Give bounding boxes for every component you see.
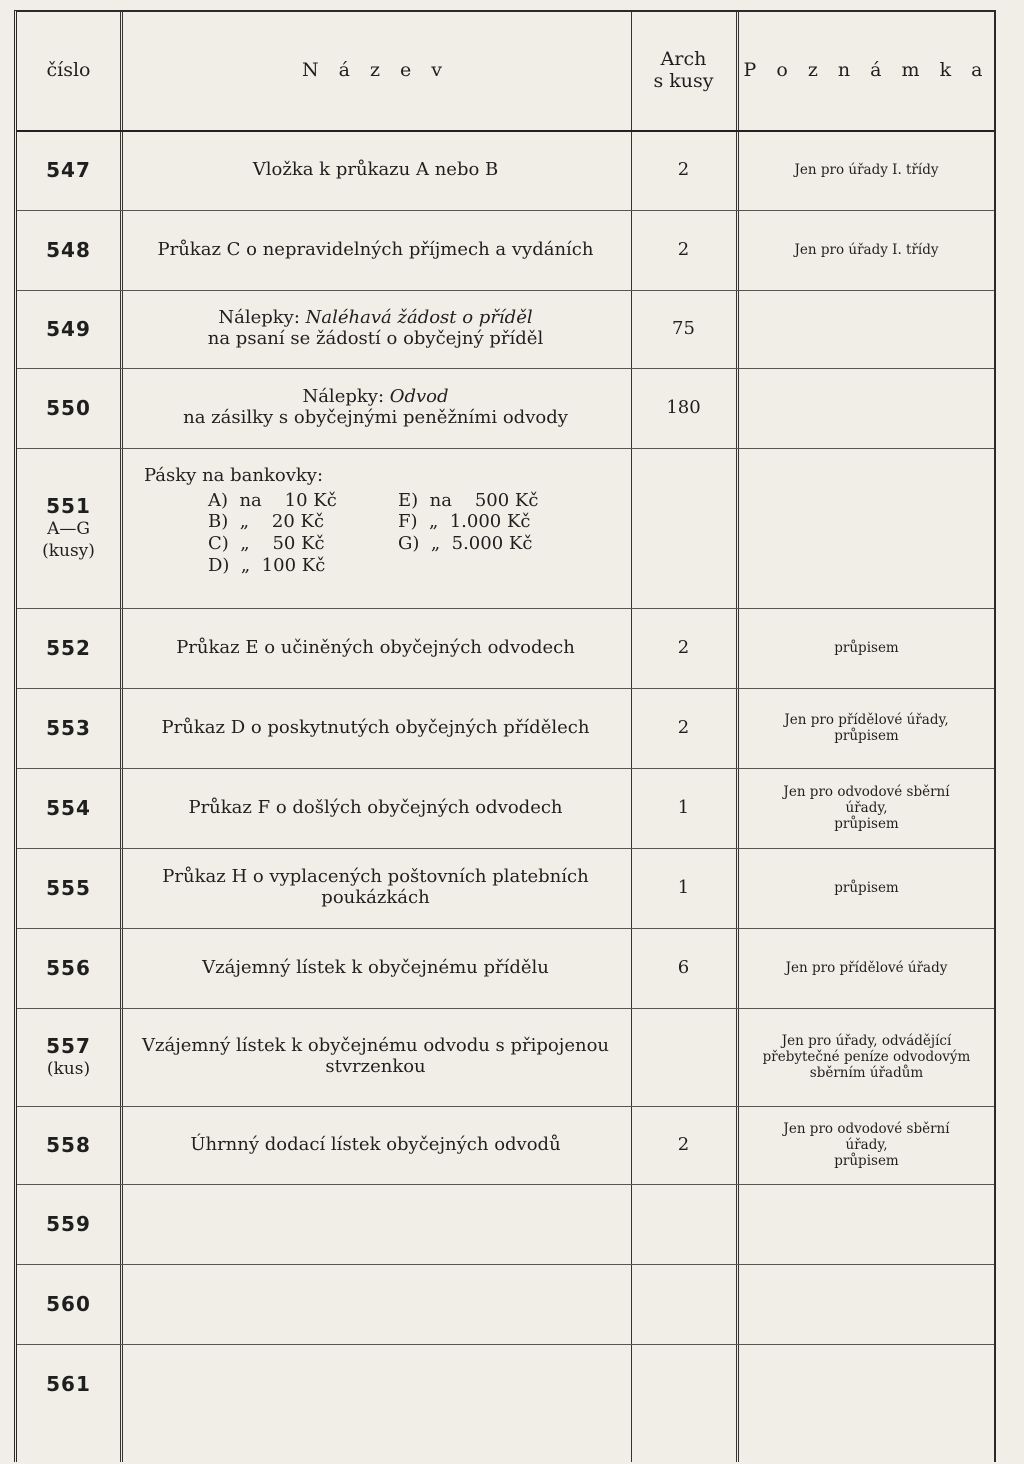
row-name-line: na zásilky s obyčejnými peněžními odvody: [183, 407, 568, 428]
row-note: [736, 768, 997, 848]
row-number-sub: (kus): [46, 1058, 91, 1079]
row-number: [17, 210, 120, 290]
header-nazev: N á z e v: [301, 59, 450, 82]
row-count: 1: [677, 876, 690, 898]
row-name: [120, 688, 631, 768]
row-number-text: 550: [46, 395, 91, 420]
row-count: [631, 1344, 736, 1424]
banknote-strip-item: G) „ 5.000 Kč: [398, 533, 533, 555]
row-note: [736, 1184, 997, 1264]
row-name-line: Průkaz H o vyplacených poštovních platebních: [162, 866, 589, 888]
row-note-line: úřady,: [845, 799, 888, 816]
row-name-line: [218, 308, 532, 329]
row-note: [736, 1344, 997, 1424]
row-number-text: 549: [46, 316, 91, 341]
row-number-text: 554: [46, 795, 91, 820]
row-number-sub: (kusy): [42, 540, 95, 561]
row-count: 2: [677, 716, 690, 738]
banknote-strip-list: [208, 491, 588, 577]
row-note: [736, 130, 997, 210]
row-number-text: 556: [46, 955, 91, 980]
row-count: 6: [677, 956, 690, 978]
row-name: [120, 608, 631, 688]
row-count: [631, 1008, 736, 1106]
row-name-line: [302, 387, 448, 408]
banknote-strip-item: E) na 500 Kč: [398, 489, 539, 511]
row-name-italic: Odvod: [389, 386, 449, 408]
row-note-line: Jen pro odvodové sběrní: [783, 1120, 950, 1137]
row-count: [631, 1264, 736, 1344]
row-number-text: 560: [46, 1291, 91, 1316]
row-note: [736, 928, 997, 1008]
row-name-title: Pásky na bankovky:: [144, 465, 324, 486]
row-count: [631, 448, 736, 608]
row-note-line: Jen pro přídělové úřady: [785, 959, 948, 976]
row-name-line: Průkaz F o došlých obyčejných odvodech: [188, 796, 563, 818]
row-count: 2: [677, 158, 690, 180]
row-name: [120, 1008, 631, 1106]
row-name: [120, 448, 631, 608]
row-count: 2: [677, 238, 690, 260]
row-number: [17, 448, 120, 608]
row-note-line: průpisem: [834, 816, 899, 833]
row-number-text: 547: [46, 157, 91, 182]
row-number: [17, 608, 120, 688]
row-number: [17, 768, 120, 848]
row-number-text: 561: [46, 1371, 91, 1396]
row-number-text: 548: [46, 237, 91, 262]
banknote-strip-item: D) „ 100 Kč: [208, 554, 326, 576]
row-number: [17, 928, 120, 1008]
row-number: [17, 130, 120, 210]
row-name: [120, 1106, 631, 1184]
row-note: [736, 448, 997, 608]
banknote-strip-item: [398, 556, 588, 577]
row-note: [736, 1008, 997, 1106]
row-name: [120, 368, 631, 448]
row-number-text: 552: [46, 635, 91, 660]
header-poznamka: P o z n á m k a: [743, 59, 990, 82]
row-name-line: Vložka k průkazu A nebo B: [252, 158, 499, 180]
row-name-line: Úhrnný dodací lístek obyčejných odvodů: [190, 1133, 561, 1155]
row-number: [17, 1264, 120, 1344]
row-name-line: Vzájemný lístek k obyčejnému přídělu: [202, 956, 549, 978]
row-note: [736, 688, 997, 768]
row-name: [120, 848, 631, 928]
row-number: [17, 1184, 120, 1264]
row-note-line: Jen pro úřady, odvádějící: [781, 1032, 952, 1049]
header-arch-line2: s kusy: [653, 70, 714, 92]
row-note-line: průpisem: [834, 1153, 899, 1170]
row-number: [17, 368, 120, 448]
row-count: 180: [666, 396, 701, 418]
row-note: [736, 210, 997, 290]
row-name-line: Průkaz C o nepravidelných příjmech a vydáních: [157, 238, 594, 260]
row-count: 75: [672, 317, 695, 339]
row-name-prefix: Nálepky:: [302, 386, 390, 408]
row-name: [120, 1184, 631, 1264]
row-note-line: Jen pro úřady I. třídy: [794, 241, 939, 258]
row-number-text: 559: [46, 1211, 91, 1236]
row-number-text: 558: [46, 1132, 91, 1157]
banknote-strip-item: A) na 10 Kč: [208, 489, 337, 511]
row-note: [736, 1264, 997, 1344]
row-number-text: 555: [46, 875, 91, 900]
banknote-strip-item: C) „ 50 Kč: [208, 533, 325, 555]
row-note-line: průpisem: [834, 728, 899, 744]
row-count: 2: [677, 1133, 690, 1155]
row-name-prefix: Nálepky:: [218, 307, 306, 329]
row-name-line: Vzájemný lístek k obyčejnému odvodu s připojenou: [141, 1035, 610, 1057]
header-cislo: číslo: [46, 59, 91, 82]
header-arch-line1: Arch: [660, 48, 707, 71]
row-note-line: sběrním úřadům: [809, 1065, 924, 1082]
row-note-line: přebytečné peníze odvodovým: [762, 1048, 971, 1065]
banknote-strip-item: B) „ 20 Kč: [208, 511, 325, 533]
row-name: [120, 210, 631, 290]
row-note: [736, 368, 997, 448]
row-number: [17, 1344, 120, 1424]
row-name: [120, 928, 631, 1008]
row-name-line: poukázkách: [321, 887, 430, 908]
row-name-line: Průkaz E o učiněných obyčejných odvodech: [176, 636, 575, 658]
row-note-line: Jen pro odvodové sběrní: [783, 783, 950, 800]
row-number-sub: A—G: [47, 518, 90, 539]
row-name-line: na psaní se žádostí o obyčejný příděl: [207, 328, 544, 349]
row-number-text: 557: [46, 1033, 91, 1058]
row-note-line: úřady,: [845, 1136, 888, 1153]
row-name-line: stvrzenkou: [325, 1056, 426, 1077]
banknote-strip-item: F) „ 1.000 Kč: [398, 511, 531, 533]
row-name-line: Průkaz D o poskytnutých obyčejných přídělech: [161, 716, 590, 738]
header-arch: [631, 12, 736, 130]
row-name-italic: Naléhavá žádost o příděl: [305, 307, 533, 329]
row-note: [736, 290, 997, 368]
row-note: [736, 848, 997, 928]
row-number: [17, 1008, 120, 1106]
row-number: [17, 290, 120, 368]
row-name: [120, 290, 631, 368]
row-number: [17, 848, 120, 928]
row-note: [736, 608, 997, 688]
row-number-text: 551: [46, 493, 91, 518]
row-name: [120, 1264, 631, 1344]
row-note-line: Jen pro přídělové úřady,: [784, 711, 949, 728]
row-note-line: Jen pro úřady I. třídy: [794, 161, 939, 178]
row-number: [17, 1106, 120, 1184]
row-count: 1: [677, 796, 690, 818]
row-count: 2: [677, 636, 690, 658]
row-note: [736, 1106, 997, 1184]
form-table: [14, 10, 996, 1462]
row-number: [17, 688, 120, 768]
row-name: [120, 768, 631, 848]
row-note-line: průpisem: [834, 879, 899, 896]
row-name: [120, 1344, 631, 1424]
row-note-line: průpisem: [834, 639, 899, 656]
row-name: [120, 130, 631, 210]
row-number-text: 553: [46, 715, 91, 740]
row-count: [631, 1184, 736, 1264]
